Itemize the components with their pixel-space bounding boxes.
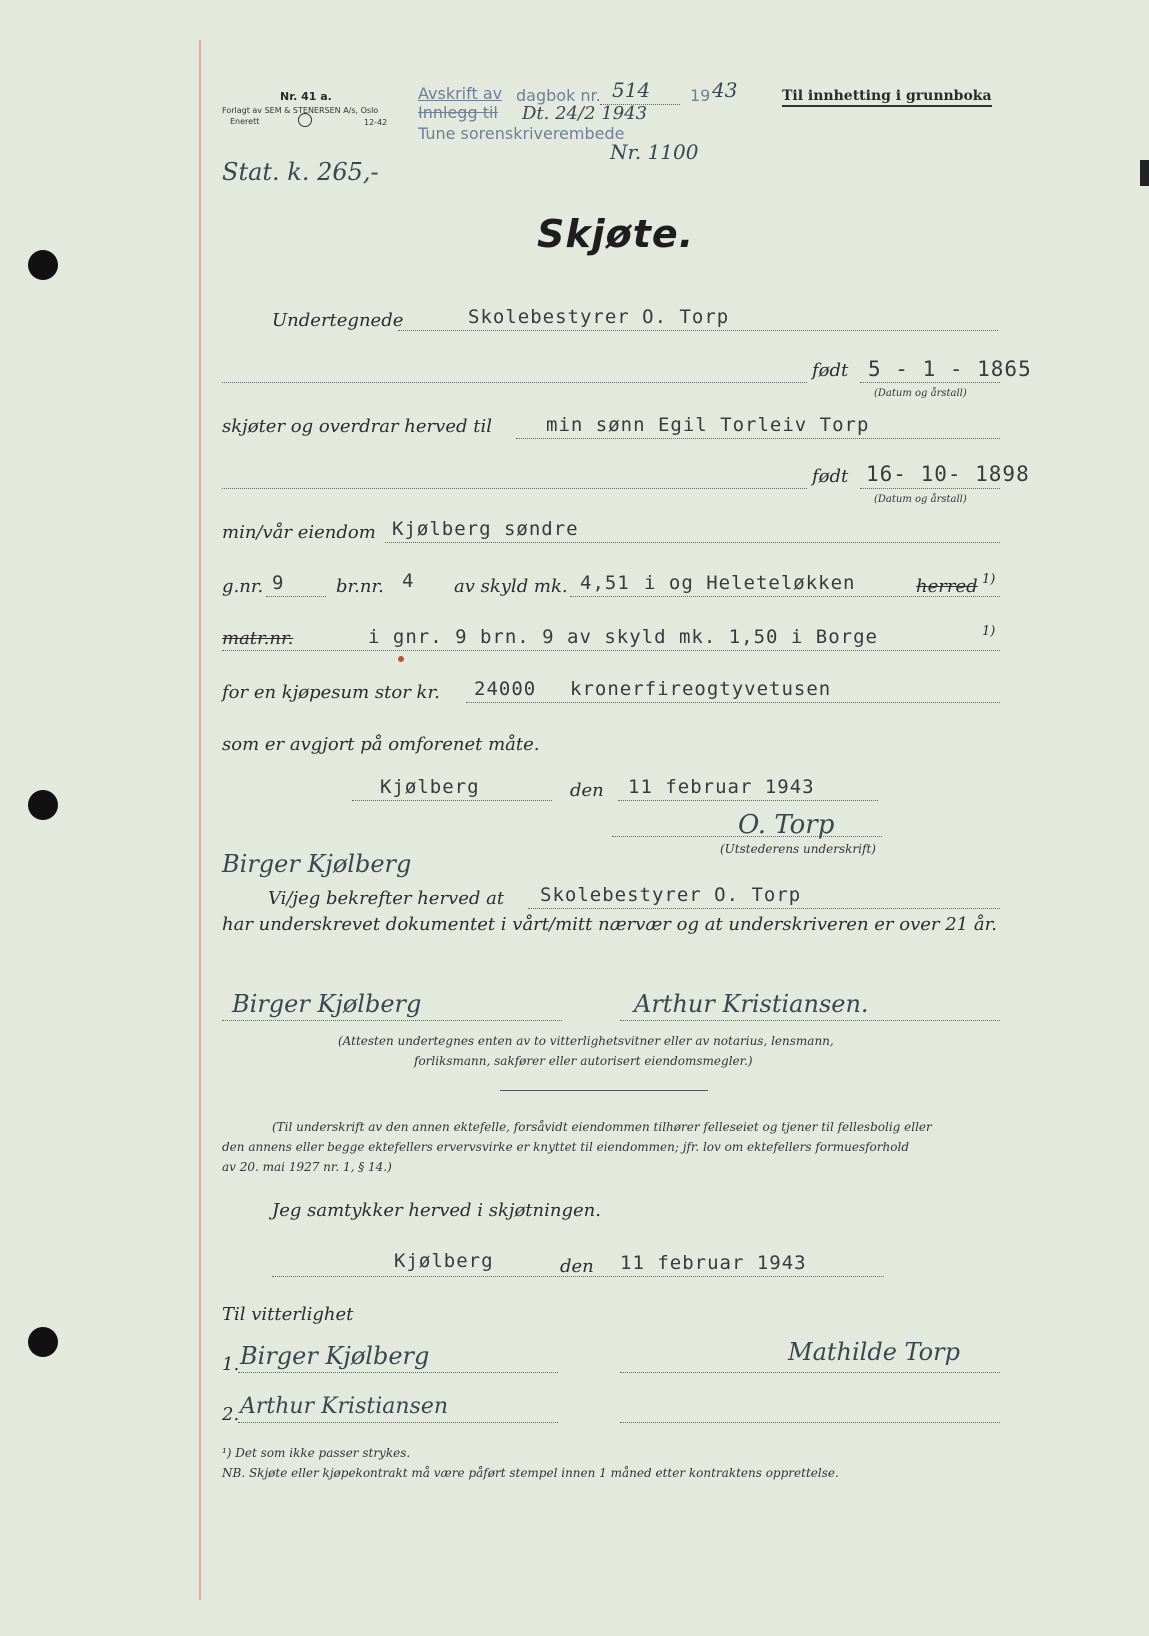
dagbok-number: 514 <box>612 78 651 102</box>
punch-hole-top <box>28 250 58 280</box>
footnote-1: ¹) Det som ikke passer strykes. <box>222 1446 411 1460</box>
stamp-office: Tune sorenskriverembede <box>418 124 625 143</box>
publisher-line: Forlagt av SEM & STENERSEN A/s, Oslo <box>222 106 379 115</box>
grantee-born-date: 16- 10- 1898 <box>866 462 1030 486</box>
consent-text: Jeg samtykker herved i skjøtningen. <box>272 1200 601 1221</box>
grantor-born-date: 5 - 1 - 1865 <box>868 357 1032 381</box>
spouse-note-line-2: den annens eller begge ektefellers ervervsvirke er knyttet til eiendommen; jfr. lov om ektefellers formuesforhold <box>222 1140 909 1154</box>
grantor-name: Skolebestyrer O. Torp <box>468 306 730 328</box>
footnote-2: NB. Skjøte eller kjøpekontrakt må være påført stempel innen 1 måned etter kontraktens opprettelse. <box>222 1466 839 1480</box>
punch-hole-bottom <box>28 1327 58 1357</box>
price-words: kronerfireogtyvetusen <box>570 678 832 700</box>
witness-signature-1: Birger Kjølberg <box>232 990 422 1018</box>
consent-witness-2-line <box>238 1422 558 1423</box>
footnote-ref-1: 1) <box>982 572 996 587</box>
confirm-prefix: Vi/jeg bekrefter herved at <box>268 888 505 909</box>
grantor-line <box>398 330 998 331</box>
consent-den: den <box>560 1256 594 1277</box>
skyld-value: 4,51 <box>580 572 630 594</box>
grantor-date-line <box>860 382 1000 383</box>
witness-caption-2: forliksmann, sakfører eller autorisert eiendomsmegler.) <box>414 1054 753 1068</box>
spouse-signature: Mathilde Torp <box>788 1338 960 1366</box>
witness-signature-2: Arthur Kristiansen. <box>634 990 869 1018</box>
signing-place: Kjølberg <box>380 776 480 798</box>
consent-witness-2: Arthur Kristiansen <box>240 1394 449 1419</box>
spouse-signature-line <box>620 1372 1000 1373</box>
handwritten-date: Dt. 24/2 1943 <box>522 103 648 124</box>
property-line-2-rule <box>222 650 1000 651</box>
handwritten-number: Nr. 1100 <box>610 140 699 164</box>
consent-place: Kjølberg <box>394 1250 494 1272</box>
ink-dot <box>398 656 404 662</box>
punch-hole-middle <box>28 790 58 820</box>
brnr-value: 4 <box>402 570 415 592</box>
section-divider <box>500 1090 708 1091</box>
skyld-line <box>570 596 1000 597</box>
signature-line <box>612 836 882 837</box>
grantor-date-caption: (Datum og årstall) <box>874 388 967 399</box>
confirm-name: Skolebestyrer O. Torp <box>540 884 802 906</box>
price-line <box>466 702 1000 703</box>
confirm-line <box>528 908 1000 909</box>
form-date: 12-42 <box>364 118 388 127</box>
grantor-born-label: født <box>812 360 849 381</box>
grantor-blank-line <box>222 382 807 383</box>
margin-rule <box>199 40 201 1600</box>
property-line <box>385 542 1000 543</box>
witness-line-1 <box>222 1020 562 1021</box>
witness-caption-1: (Attesten undertegnes enten av to vitterlighetsvitner eller av notarius, lensmann, <box>338 1034 834 1048</box>
signing-date-line <box>618 800 878 801</box>
exclusive-label: Enerett <box>230 117 260 126</box>
gnr-line <box>266 596 326 597</box>
price-label: for en kjøpesum stor kr. <box>222 682 440 703</box>
price-amount: 24000 <box>474 678 537 700</box>
spouse-note-line-1: (Til underskrift av den annen ektefelle, forsåvidt eiendommen tilhører felleseiet og tjener til fellesbolig eller <box>272 1120 932 1134</box>
grantee-blank-line <box>222 488 807 489</box>
signing-den: den <box>570 780 604 801</box>
skyld-label: av skyld mk. <box>454 576 568 597</box>
grantor-label: Undertegnede <box>272 310 404 331</box>
margin-witness-signature: Birger Kjølberg <box>222 850 412 878</box>
grantee-date-caption: (Datum og årstall) <box>874 494 967 505</box>
gnr-value: 9 <box>272 572 285 594</box>
spouse-note-line-3: av 20. mai 1927 nr. 1, § 14.) <box>222 1160 392 1174</box>
year-prefix: 19 <box>690 86 711 105</box>
blank-signature-line <box>620 1422 1000 1423</box>
property-name: Kjølberg søndre <box>392 518 579 540</box>
register-title: Til innhetting i grunnboka <box>782 88 992 107</box>
publisher-logo-icon <box>298 113 312 127</box>
consent-date: 11 februar 1943 <box>620 1252 807 1274</box>
property-line-2: i gnr. 9 brn. 9 av skyld mk. 1,50 i Borge <box>368 626 878 648</box>
footnote-ref-2: 1) <box>982 624 996 639</box>
margin-note: Stat. k. 265,- <box>222 158 379 186</box>
signing-place-line <box>352 800 552 801</box>
skyld-rest: i og Heleteløkken <box>644 572 856 594</box>
witness-heading: Til vitterlighet <box>222 1304 354 1325</box>
gnr-label: g.nr. <box>222 576 264 597</box>
brnr-label: br.nr. <box>336 576 384 597</box>
grantee-date-line <box>860 488 1000 489</box>
edge-mark <box>1140 160 1149 186</box>
witness-2-number: 2. <box>222 1404 240 1425</box>
witness-1-number: 1. <box>222 1354 240 1375</box>
dagbok-label: dagbok nr. <box>516 86 601 105</box>
grantee-label: skjøter og overdrar herved til <box>222 416 492 437</box>
consent-witness-1-line <box>238 1372 558 1373</box>
grantee-born-label: født <box>812 466 849 487</box>
document-title: Skjøte. <box>537 212 695 256</box>
herred-struck: herred <box>916 576 978 597</box>
consent-witness-1: Birger Kjølberg <box>240 1342 430 1370</box>
stamp-copy-label: Avskrift av <box>418 84 503 103</box>
stamp-struck-label: Innlegg til <box>418 103 498 122</box>
witness-line-2 <box>620 1020 1000 1021</box>
form-number: Nr. 41 a. <box>280 90 332 103</box>
property-label: min/vår eiendom <box>222 522 376 543</box>
signing-date: 11 februar 1943 <box>628 776 815 798</box>
settled-text: som er avgjort på omforenet måte. <box>222 734 540 755</box>
signature-caption: (Utstederens underskrift) <box>720 842 876 856</box>
grantee-name: min sønn Egil Torleiv Torp <box>546 414 870 436</box>
grantor-signature: O. Torp <box>738 810 835 840</box>
confirm-line-2: har underskrevet dokumentet i vårt/mitt nærvær og at underskriveren er over 21 år. <box>222 914 997 935</box>
year-suffix: 43 <box>712 78 738 102</box>
consent-line <box>272 1276 884 1277</box>
grantee-line <box>516 438 1000 439</box>
matrnr-struck: matr.nr. <box>222 628 294 649</box>
